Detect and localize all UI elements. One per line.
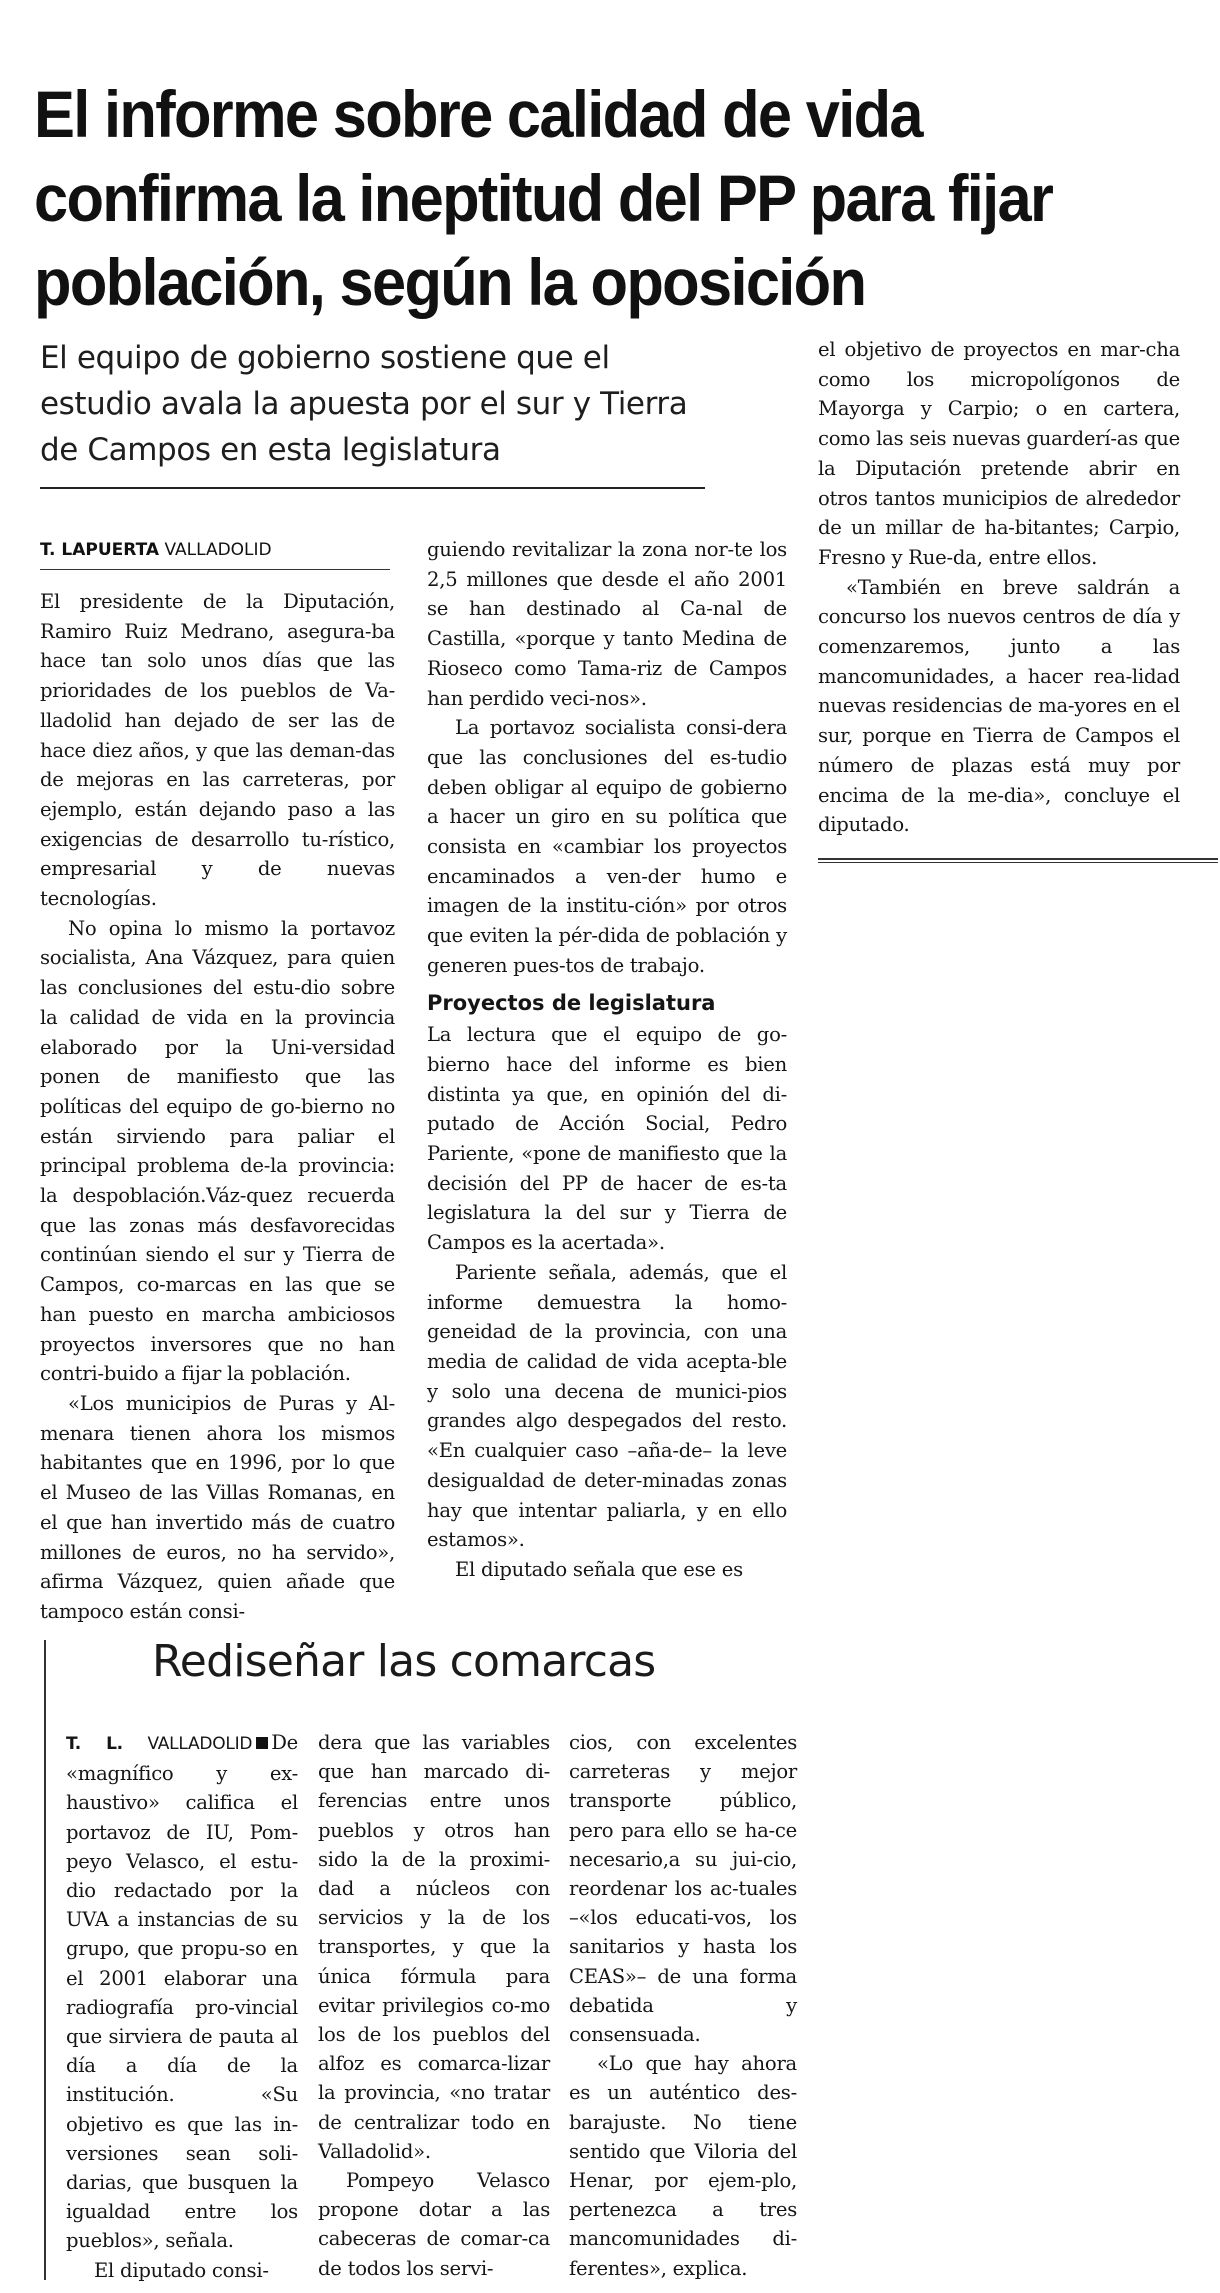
- paragraph: Pompeyo Velasco propone dotar a las cabeceras de comar-ca de todos los servi-: [318, 2169, 550, 2280]
- paragraph: «Los municipios de Puras y Al-menara tienen ahora los mismos habitantes que en 1996, por lo que el Museo de las Villas Romanas, en el que han invertido más de cuatro millones de euros, no ha servido», afirma Vázquez, quien añade que tampoco están consi-: [40, 1391, 395, 1623]
- byline-author: T. LAPUERTA: [40, 540, 160, 560]
- subheading: Proyectos de legislatura: [427, 990, 716, 1015]
- paragraph: dera que las variables que han marcado di-ferencias entre unos pueblos y otros han sido la de la proximi-dad a núcleos con servicios y la de los transportes, y que la única fórmula para evitar privilegios co-mo los de los pueblos del alfoz es comarca-lizar la provincia, «no tratar de centralizar todo en Valladolid».: [318, 1731, 550, 2163]
- sidebar-rule: [44, 1640, 46, 2280]
- paragraph: La lectura que el equipo de go-bierno hace del informe es bien distinta ya que, en opinión del di-putado de Acción Social, Pedro Pariente, «pone de manifiesto que la decisión del PP de hacer de es-ta legislatura la del sur y Tierra de Campos es la acertada».: [427, 1023, 787, 1255]
- paragraph: «Lo que hay ahora es un auténtico des-barajuste. No tiene sentido que Viloria del Henar, por ejem-plo, pertenezca a tres mancomunidades di-ferentes», explica.: [569, 2052, 797, 2280]
- sidebar-byline-place: VALLADOLID: [147, 1734, 253, 1754]
- sidebar-column-3: [569, 1728, 797, 2283]
- byline-divider: [40, 569, 390, 570]
- sidebar-column-1: [66, 1728, 298, 2285]
- paragraph: [66, 1728, 298, 2256]
- paragraph: El presidente de la Diputación, Ramiro Ruiz Medrano, asegura-ba hace tan solo unos días que las prioridades de los pueblos de Va-lladolid han dejado de ser las de hace diez años, y que las deman-das de mejoras en las carreteras, por ejemplo, están dejando paso a las exigencias de desarrollo tu-rístico, empresarial y de nuevas tecnologías.: [40, 590, 395, 911]
- article-column-1: [40, 587, 395, 1627]
- sidebar-column-2: [318, 1728, 550, 2283]
- deck-subtitle: El equipo de gobierno sostiene que el estudio avala la apuesta por el sur y Tierra de Campos en esta legislatura: [40, 340, 688, 468]
- paragraph-text: De «magnífico y ex-haustivo» califica el portavoz de IU, Pom-peyo Velasco, el estu-dio redactado por la UVA a instancias de su grupo, que propu-so en el 2001 elaborar una radiografía pro-vincial que sirviera de pauta al día a día de la institución. «Su objetivo es que las in-versiones sean soli-darias, que busquen la igualdad entre los pueblos», señala.: [66, 1731, 298, 2253]
- article-column-3: [818, 335, 1180, 840]
- byline-place: VALLADOLID: [164, 540, 272, 560]
- sidebar-byline: [66, 1734, 252, 1754]
- sidebar-title: Rediseñar las comarcas: [152, 1636, 656, 1687]
- article-column-2: [427, 535, 787, 1585]
- paragraph: No opina lo mismo la portavoz socialista, Ana Vázquez, para quien las conclusiones del estu-dio sobre la calidad de vida en la provincia elaborado por la Uni-versidad ponen de manifiesto que las políticas del equipo de go-bierno no están sirviendo para paliar el principal problema de-la provincia: la despoblación.Váz-quez recuerda que las zonas más desfavorecidas continúan siendo el sur y Tierra de Campos, co-marcas en las que se han puesto en marcha ambiciosos proyectos inversores que no han contri-buido a fijar la población.: [40, 916, 395, 1386]
- headline: El informe sobre calidad de vida confirma la ineptitud del PP para fijar población, según la oposición: [34, 77, 1053, 320]
- paragraph: La portavoz socialista consi-dera que las conclusiones del es-tudio deben obligar al equipo de gobierno a hacer un giro en su política que consista en «cambiar los proyectos encaminados a ven-der humo e imagen de la institu-ción» por otros que eviten la pér-dida de población y generen pues-tos de trabajo.: [427, 716, 787, 977]
- paragraph: cios, con excelentes carreteras y mejor transporte público, pero para ello se ha-ce necesario,a su jui-cio, reordenar los ac-tuales –«los educati-vos, los sanitarios y hasta los CEAS»– de una forma debatida y consensuada.: [569, 1731, 797, 2047]
- sidebar-byline-author: T. L.: [66, 1734, 123, 1754]
- article-end-rule: [818, 858, 1218, 865]
- paragraph: guiendo revitalizar la zona nor-te los 2,5 millones que desde el año 2001 se han destinado al Ca-nal de Castilla, «porque y tanto Medina de Rioseco como Tama-riz de Campos han perdido veci-nos».: [427, 538, 787, 710]
- paragraph: Pariente señala, además, que el informe demuestra la homo-geneidad de la provincia, con una media de calidad de vida acepta-ble y solo una decena de munici-pios grandes algo despegados del resto. «En cualquier caso –aña-de– la leve desigualdad de deter-minadas zonas hay que intentar paliarla, y en ello estamos».: [427, 1260, 787, 1552]
- byline: [40, 540, 272, 560]
- paragraph: El diputado consi-: [94, 2258, 269, 2282]
- paragraph: «También en breve saldrán a concurso los nuevos centros de día y comenzaremos, junto a las mancomunidades, a hacer rea-lidad nuevas residencias de ma-yores en el sur, porque en Tierra de Campos el número de plazas está muy por encima de la me-dia», concluye el diputado.: [818, 575, 1180, 837]
- paragraph: el objetivo de proyectos en mar-cha como los micropolígonos de Mayorga y Carpio; o en cartera, como las seis nuevas guarderí-as que la Diputación pretende abrir en otros tantos municipios de alrededor de un millar de ha-bitantes; Carpio, Fresno y Rue-da, entre ellos.: [818, 338, 1180, 569]
- square-bullet-icon: [256, 1737, 268, 1749]
- paragraph: El diputado señala que ese es: [455, 1557, 743, 1581]
- deck-divider: [40, 487, 705, 489]
